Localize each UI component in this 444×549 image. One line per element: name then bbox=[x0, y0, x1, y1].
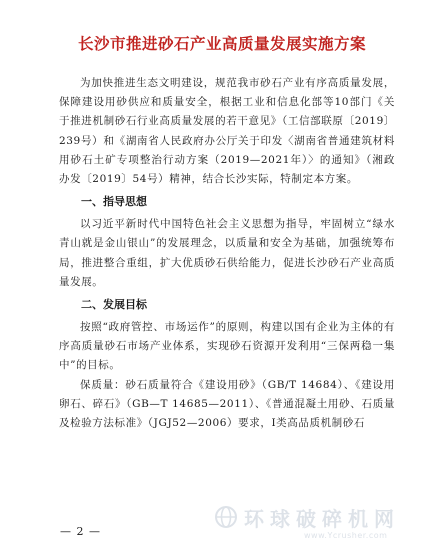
watermark-text: 环球破碎机网 bbox=[244, 507, 400, 531]
development-goals-paragraph: 按照“政府管控、市场运作”的原则，构建以国有企业为主体的有序高质量砂石市场产业体系，实现砂石资源开发利用“三保两稳一集中”的目标。 bbox=[59, 321, 395, 372]
quality-assurance-paragraph: 保质量：砂石质量符合《建设用砂》（GB/T 14684）、《建设用卵石、碎石》（GB—T 14685—2011）、《普通混凝土用砂、石质量及检验方法标准》（JGJ52—2006）要求，I类高品质机制砂石 bbox=[59, 378, 395, 430]
section-heading-development-goals: 二、发展目标 bbox=[81, 298, 147, 312]
guiding-ideology-paragraph: 以习近平新时代中国特色社会主义思想为指导，牢固树立“绿水青山就是金山银山”的发展理念，以质量和安全为基础，加强统筹布局，推进整合重组，扩大优质砂石供给能力，促进长沙砂石产业高质量发展。 bbox=[59, 218, 395, 288]
intro-paragraph: 为加快推进生态文明建设，规范我市砂石产业有序高质量发展，保障建设用砂供应和质量安全，根据工业和信息化部等10部门《关于推进机制砂石行业高质量发展的若干意见》（工信部联原〔2019〕239号）和《湖南省人民政府办公厅关于印发〈湖南省普通建筑材料用砂石土矿专项整治行动方案（2019—2021年）〉的通知》（湘政办发〔2019〕54号）精神，结合长沙实际，特制定本方案。 bbox=[59, 77, 395, 186]
page-number: — 2 — bbox=[60, 525, 101, 538]
document-title: 长沙市推进砂石产业高质量发展实施方案 bbox=[77, 35, 366, 53]
document-body bbox=[59, 74, 395, 433]
watermark-url: www.Ycrusher.com bbox=[304, 531, 388, 540]
section-heading-guiding-ideology: 一、指导思想 bbox=[81, 195, 147, 209]
globe-logo-icon bbox=[214, 505, 238, 529]
watermark bbox=[214, 503, 434, 547]
